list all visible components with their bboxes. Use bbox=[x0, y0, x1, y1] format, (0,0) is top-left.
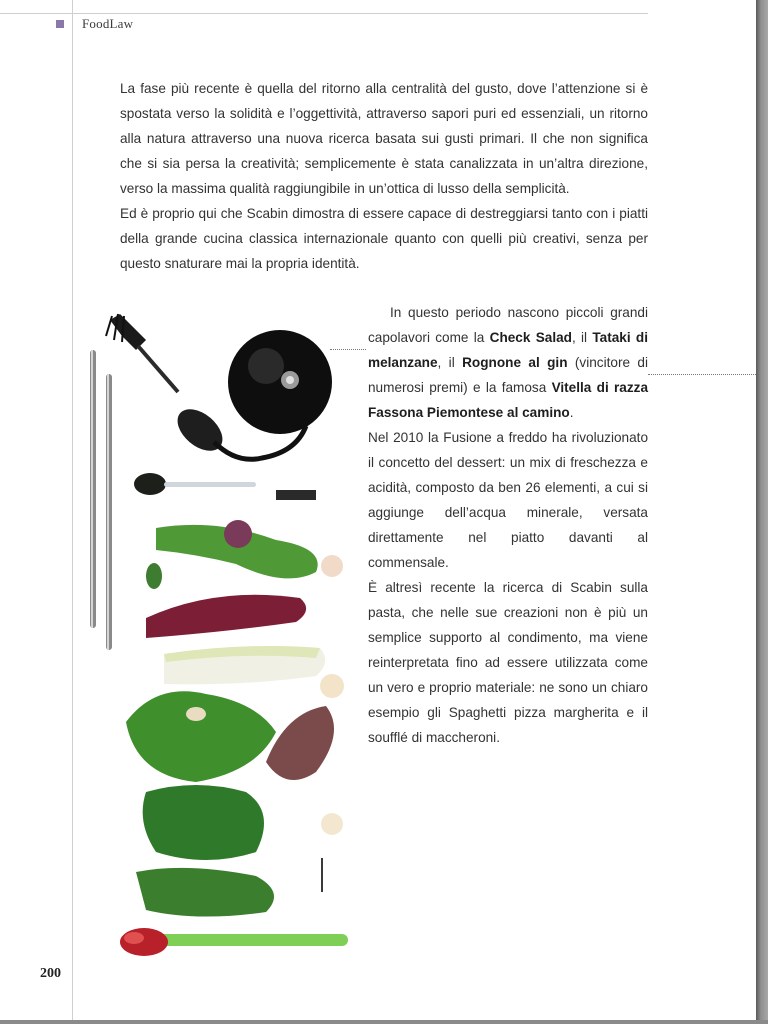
leaf-vegetables-icon bbox=[126, 520, 344, 917]
column-paragraph-3: È altresì recente la ricerca di Scabin sulla pasta, che nelle sue creazioni non è più un semplice supporto al condimento, ma viene reinterpretata fino ad essere utilizzata come un vero e proprio materiale: ne sono un chiaro esempio gli Spaghetti pizza margherita e il soufflé di maccheroni. bbox=[368, 580, 648, 745]
food-illustration-svg bbox=[76, 292, 368, 982]
chopsticks-icon bbox=[90, 350, 112, 650]
dish-vitella-fassona: Vitella di razza Fassona Piemontese al camino bbox=[368, 380, 649, 420]
page-edge-shadow bbox=[756, 0, 768, 1024]
text-run: In questo periodo nascono piccoli grandi capolavori come la bbox=[368, 305, 648, 345]
celery-stick-icon bbox=[120, 928, 348, 956]
text-run: . bbox=[569, 405, 574, 420]
text-run: , il bbox=[437, 355, 463, 370]
column-paragraph-2: Nel 2010 la Fusione a freddo ha rivoluzionato il concetto del dessert: un mix di freschezza e acidità, composto da ben 26 elementi, a cui si aggiunge dell’acqua minerale, versata direttamente nel piatto davanti al commensale. bbox=[368, 430, 648, 570]
dish-check-salad: Check Salad bbox=[489, 330, 572, 345]
atomizer-bulb-icon bbox=[106, 314, 332, 459]
text-run: , il bbox=[571, 330, 593, 345]
page-bottom-shadow bbox=[0, 1020, 768, 1024]
column-paragraph-1 bbox=[368, 300, 648, 425]
intro-text bbox=[120, 76, 648, 276]
margin-rule bbox=[72, 0, 73, 1024]
leader-line-left bbox=[330, 349, 366, 350]
running-header-title: FoodLaw bbox=[82, 16, 134, 31]
leader-line-right bbox=[648, 374, 756, 375]
dish-tataki-di-melanzane: Tataki di melanzane bbox=[368, 330, 648, 370]
header-rule bbox=[0, 13, 648, 14]
body-column bbox=[368, 300, 648, 750]
dish-rognone-al-gin: Rognone al gin bbox=[462, 355, 568, 370]
food-illustration bbox=[76, 292, 368, 982]
text-run: (vincitore di numerosi premi) e la famosa bbox=[368, 355, 648, 395]
intro-paragraph-1: La fase più recente è quella del ritorno alla centralità del gusto, dove l’attenzione si è spostata verso la solidità e l’oggettività, attraverso sapori puri ed essenziali, un ritorno alla natura attraverso una nuova ricerca basata sui gusti primari. Il che non significa che si sia persa la creatività; semplicemente è stata canalizzata in un’altra direzione, verso la massima qualità raggiungibile in un’ottica di lusso della semplicità. bbox=[120, 81, 648, 196]
caviar-spoon-icon bbox=[134, 473, 316, 500]
header-square-icon bbox=[56, 20, 64, 28]
page-number: 200 bbox=[40, 966, 61, 981]
intro-paragraph-2: Ed è proprio qui che Scabin dimostra di essere capace di destreggiarsi tanto con i piatti della grande cucina classica internazionale quanto con quelli più creativi, senza per questo snaturare mai la propria identità. bbox=[120, 206, 648, 271]
